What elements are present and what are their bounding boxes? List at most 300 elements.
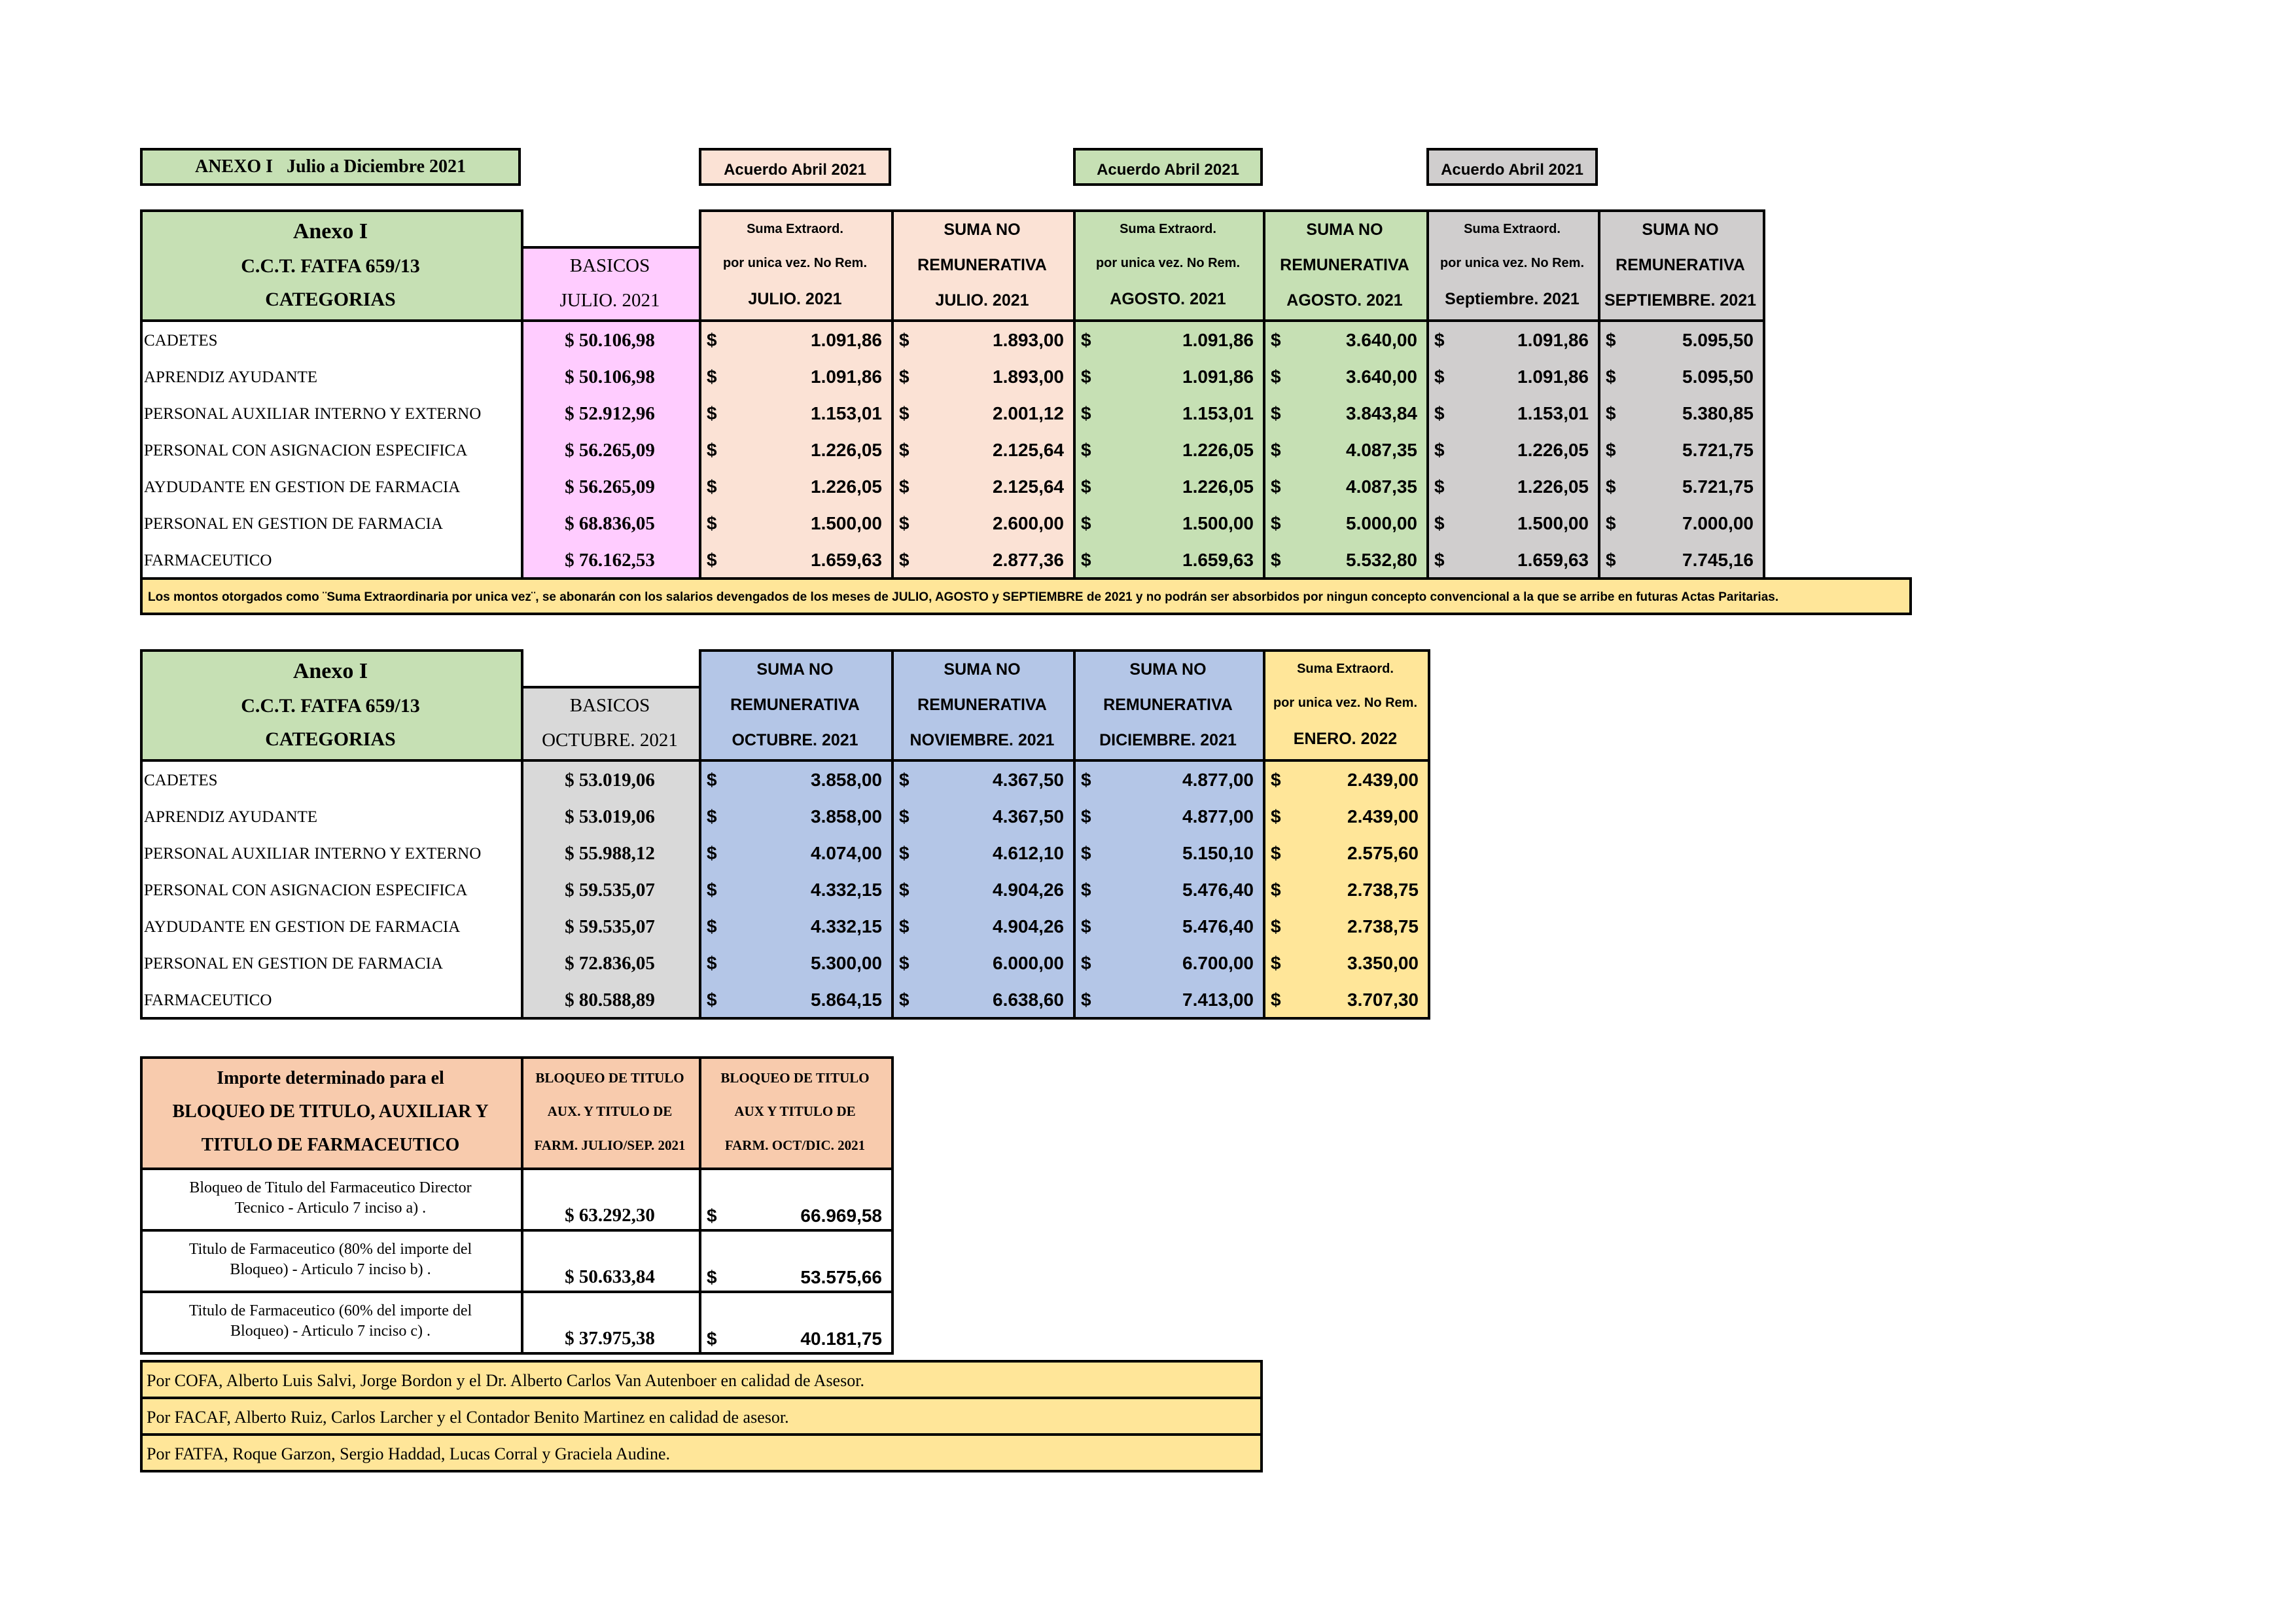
currency-symbol: $ xyxy=(707,916,717,936)
currency-symbol: $ xyxy=(899,880,910,900)
currency-symbol: $ xyxy=(899,916,910,936)
acuerdo-label-3: Acuerdo Abril 2021 xyxy=(1426,148,1598,186)
basic-value: $ 52.912,96 xyxy=(565,402,655,424)
category-label: PERSONAL AUXILIAR INTERNO Y EXTERNO xyxy=(144,405,482,423)
currency-symbol: $ xyxy=(1271,770,1281,790)
amount-cell xyxy=(1263,870,1428,907)
column-header-4 xyxy=(1263,209,1426,321)
currency-symbol: $ xyxy=(1271,330,1281,350)
amount-value: 4.332,15 xyxy=(811,880,882,900)
amount-cell xyxy=(1263,541,1426,577)
column-divider xyxy=(699,209,701,580)
amount-value: 4.904,26 xyxy=(993,916,1064,936)
column-header-line: JULIO. 2021 xyxy=(748,289,842,308)
column-header-2 xyxy=(891,209,1073,321)
bloqueo-amount-oct-dic xyxy=(699,1229,891,1291)
amount-cell xyxy=(699,467,891,504)
basic-cell xyxy=(521,467,699,504)
column-header-line: AGOSTO. 2021 xyxy=(1110,289,1226,308)
row-divider xyxy=(140,1168,894,1170)
amount-cell xyxy=(699,357,891,394)
column-header-3 xyxy=(1073,649,1263,760)
bloqueo-description-line: Titulo de Farmaceutico (80% del importe del xyxy=(188,1240,472,1258)
currency-symbol: $ xyxy=(1081,916,1091,936)
currency-symbol: $ xyxy=(707,843,717,863)
bloqueo-title-line: BLOQUEO DE TITULO, AUXILIAR Y xyxy=(172,1101,489,1122)
currency-symbol: $ xyxy=(1271,953,1281,973)
category-cell xyxy=(140,431,521,467)
basic-value: $ 72.836,05 xyxy=(565,952,655,974)
amount-value: 5.721,75 xyxy=(1682,440,1754,460)
amount-cell xyxy=(1263,357,1426,394)
amount-value: 5.150,10 xyxy=(1182,843,1254,863)
amount-cell xyxy=(1073,431,1263,467)
currency-symbol: $ xyxy=(1606,366,1616,387)
basic-cell xyxy=(521,541,699,577)
amount-cell xyxy=(699,321,891,357)
column-header-line: OCTUBRE. 2021 xyxy=(732,730,858,749)
currency-symbol: $ xyxy=(1271,843,1281,863)
amount-cell xyxy=(1073,980,1263,1017)
currency-symbol: $ xyxy=(707,440,717,460)
bloqueo-description-cell xyxy=(140,1229,521,1291)
basic-value: $ 80.588,89 xyxy=(565,989,655,1010)
amount-cell xyxy=(699,870,891,907)
column-divider xyxy=(140,1056,143,1355)
basic-cell xyxy=(521,321,699,357)
basic-cell xyxy=(521,504,699,541)
amount-cell xyxy=(1073,394,1263,431)
currency-symbol: $ xyxy=(899,513,910,533)
currency-symbol: $ xyxy=(1081,806,1091,827)
category-label: PERSONAL CON ASIGNACION ESPECIFICA xyxy=(144,442,468,459)
bloqueo-value: 66.969,58 xyxy=(800,1205,882,1226)
currency-symbol: $ xyxy=(899,403,910,423)
amount-cell xyxy=(1073,944,1263,980)
bloqueo-column-header-line: FARM. JULIO/SEP. 2021 xyxy=(534,1137,686,1153)
currency-symbol: $ xyxy=(707,330,717,350)
amount-value: 1.091,86 xyxy=(811,366,882,387)
amount-value: 4.087,35 xyxy=(1346,440,1417,460)
basic-value: $ 59.535,07 xyxy=(565,916,655,937)
currency-symbol: $ xyxy=(1081,843,1091,863)
bloqueo-column-header-line: FARM. OCT/DIC. 2021 xyxy=(724,1137,866,1153)
amount-cell xyxy=(1073,834,1263,870)
amount-cell xyxy=(1263,467,1426,504)
column-header-line: REMUNERATIVA xyxy=(917,255,1047,274)
amount-value: 2.575,60 xyxy=(1347,843,1419,863)
currency-symbol: $ xyxy=(707,806,717,827)
amount-cell xyxy=(1598,504,1763,541)
cct-label: C.C.T. FATFA 659/13 xyxy=(241,255,420,277)
column-divider xyxy=(891,1056,894,1355)
bloqueo-amount-jul-sep xyxy=(521,1168,699,1229)
amount-cell xyxy=(1073,321,1263,357)
bloqueo-description-cell xyxy=(140,1168,521,1229)
header-top-border xyxy=(699,209,1765,212)
amount-value: 1.659,63 xyxy=(1517,550,1589,570)
column-header-4 xyxy=(1263,649,1428,760)
amount-value: 3.707,30 xyxy=(1347,990,1419,1010)
amount-cell xyxy=(1263,321,1426,357)
currency-symbol: $ xyxy=(1081,330,1091,350)
amount-cell xyxy=(1598,394,1763,431)
basic-value: $ 50.106,98 xyxy=(565,366,655,387)
cct-label: C.C.T. FATFA 659/13 xyxy=(241,694,420,717)
currency-symbol: $ xyxy=(1271,440,1281,460)
currency-symbol: $ xyxy=(1081,953,1091,973)
currency-symbol: $ xyxy=(1606,440,1616,460)
amount-value: 1.091,86 xyxy=(1182,366,1254,387)
amount-cell xyxy=(891,944,1073,980)
amount-value: 5.476,40 xyxy=(1182,880,1254,900)
amount-value: 5.380,85 xyxy=(1682,403,1754,423)
basic-cell xyxy=(521,431,699,467)
amount-value: 4.367,50 xyxy=(993,806,1064,827)
anexo-title-box xyxy=(140,148,521,186)
column-divider xyxy=(1598,209,1600,580)
currency-symbol: $ xyxy=(707,1267,717,1287)
amount-value: 1.500,00 xyxy=(1182,513,1254,533)
amount-value: 6.000,00 xyxy=(993,953,1064,973)
column-header-5 xyxy=(1426,209,1598,321)
amount-value: 5.095,50 xyxy=(1682,366,1754,387)
amount-value: 1.091,86 xyxy=(1517,366,1589,387)
amount-value: 1.893,00 xyxy=(993,330,1064,350)
bloqueo-column-header-2 xyxy=(699,1056,891,1168)
column-divider xyxy=(1073,649,1076,1020)
acuerdo-label-1: Acuerdo Abril 2021 xyxy=(699,148,891,186)
column-header-line: SUMA NO xyxy=(756,660,834,679)
category-cell xyxy=(140,760,521,797)
basic-value: $ 59.535,07 xyxy=(565,879,655,901)
currency-symbol: $ xyxy=(1434,550,1445,570)
column-header-6 xyxy=(1598,209,1763,321)
header-top-border xyxy=(699,649,1430,652)
column-divider xyxy=(891,209,894,580)
currency-symbol: $ xyxy=(1271,806,1281,827)
basic-value: $ 55.988,12 xyxy=(565,842,655,864)
currency-symbol: $ xyxy=(899,330,910,350)
category-cell xyxy=(140,467,521,504)
basic-cell xyxy=(521,907,699,944)
amount-cell xyxy=(1073,760,1263,797)
category-cell xyxy=(140,980,521,1017)
amount-value: 6.700,00 xyxy=(1182,953,1254,973)
amount-cell xyxy=(1426,321,1598,357)
amount-cell xyxy=(891,980,1073,1017)
category-label: CADETES xyxy=(144,332,218,349)
amount-cell xyxy=(699,907,891,944)
currency-symbol: $ xyxy=(1271,513,1281,533)
currency-symbol: $ xyxy=(707,770,717,790)
category-label: PERSONAL EN GESTION DE FARMACIA xyxy=(144,515,443,533)
category-cell xyxy=(140,834,521,870)
basic-value: $ 53.019,06 xyxy=(565,769,655,791)
bloqueo-value: $ 63.292,30 xyxy=(565,1205,655,1226)
bloqueo-amount-oct-dic xyxy=(699,1168,891,1229)
category-cell xyxy=(140,541,521,577)
basic-cell xyxy=(521,944,699,980)
amount-cell xyxy=(1073,541,1263,577)
category-label: AYDUDANTE EN GESTION DE FARMACIA xyxy=(144,918,461,936)
amount-cell xyxy=(1426,431,1598,467)
table-title: Anexo I xyxy=(292,658,368,683)
column-header-line: SUMA NO xyxy=(1642,220,1719,239)
table-left-border xyxy=(140,209,143,580)
category-label: APRENDIZ AYUDANTE xyxy=(144,808,318,826)
bloqueo-title-block xyxy=(140,1056,521,1168)
column-divider xyxy=(699,649,701,1020)
amount-value: 1.893,00 xyxy=(993,366,1064,387)
bloqueo-column-header-1 xyxy=(521,1056,699,1168)
amount-value: 2.125,64 xyxy=(993,476,1064,497)
amount-value: 2.439,00 xyxy=(1347,806,1419,827)
currency-symbol: $ xyxy=(1081,366,1091,387)
currency-symbol: $ xyxy=(1434,366,1445,387)
category-label: APRENDIZ AYUDANTE xyxy=(144,368,318,386)
amount-value: 1.659,63 xyxy=(811,550,882,570)
currency-symbol: $ xyxy=(1271,916,1281,936)
currency-symbol: $ xyxy=(899,366,910,387)
note-text: Los montos otorgados como ¨Suma Extraordinaria por unica vez¨, se abonarán con los salarios devengados de los meses de JULIO, AGOSTO y SEPTIEMBRE de 2021 y no podrán ser absorbidos por ningun concepto convencional a la que se arribe en futuras Actas Paritarias. xyxy=(148,590,1779,604)
column-divider xyxy=(1263,649,1265,1020)
header-bottom-border xyxy=(140,759,1430,762)
category-cell xyxy=(140,357,521,394)
currency-symbol: $ xyxy=(1081,990,1091,1010)
amount-value: 1.091,86 xyxy=(811,330,882,350)
currency-symbol: $ xyxy=(1606,330,1616,350)
currency-symbol: $ xyxy=(707,880,717,900)
column-divider xyxy=(521,649,523,1020)
category-label: FARMACEUTICO xyxy=(144,552,272,569)
column-header-line: por unica vez. No Rem. xyxy=(1273,696,1418,711)
acuerdo-label-2: Acuerdo Abril 2021 xyxy=(1073,148,1263,186)
amount-cell xyxy=(699,504,891,541)
currency-symbol: $ xyxy=(899,550,910,570)
categorias-label: CATEGORIAS xyxy=(265,728,396,751)
amount-cell xyxy=(891,321,1073,357)
basic-cell xyxy=(521,394,699,431)
currency-symbol: $ xyxy=(899,806,910,827)
amount-value: 1.226,05 xyxy=(1182,476,1254,497)
column-header-line: Suma Extraord. xyxy=(1464,222,1561,237)
amount-cell xyxy=(699,834,891,870)
column-header-1 xyxy=(699,649,891,760)
anexo-title: ANEXO I Julio a Diciembre 2021 xyxy=(194,156,467,177)
currency-symbol: $ xyxy=(1081,476,1091,497)
column-header-line: OCTUBRE. 2021 xyxy=(542,730,678,751)
amount-value: 5.000,00 xyxy=(1346,513,1417,533)
amount-value: 3.640,00 xyxy=(1346,330,1417,350)
currency-symbol: $ xyxy=(1271,880,1281,900)
title-top-border xyxy=(140,649,523,652)
amount-value: 6.638,60 xyxy=(993,990,1064,1010)
column-divider xyxy=(521,1056,523,1355)
basic-cell xyxy=(521,834,699,870)
amount-value: 1.153,01 xyxy=(811,403,882,423)
amount-value: 7.000,00 xyxy=(1682,513,1754,533)
amount-value: 3.858,00 xyxy=(811,770,882,790)
amount-cell xyxy=(891,907,1073,944)
category-cell xyxy=(140,504,521,541)
amount-cell xyxy=(1263,760,1428,797)
column-header-1 xyxy=(699,209,891,321)
currency-symbol: $ xyxy=(1434,440,1445,460)
amount-value: 4.332,15 xyxy=(811,916,882,936)
currency-symbol: $ xyxy=(1271,476,1281,497)
amount-value: 7.413,00 xyxy=(1182,990,1254,1010)
currency-symbol: $ xyxy=(707,513,717,533)
bloqueo-value: 53.575,66 xyxy=(800,1267,882,1287)
bloqueo-description-line: Titulo de Farmaceutico (60% del importe del xyxy=(188,1302,472,1319)
basic-value: $ 50.106,98 xyxy=(565,329,655,351)
amount-cell xyxy=(1426,394,1598,431)
currency-symbol: $ xyxy=(899,476,910,497)
amount-value: 5.095,50 xyxy=(1682,330,1754,350)
amount-value: 1.500,00 xyxy=(811,513,882,533)
amount-value: 3.640,00 xyxy=(1346,366,1417,387)
table-left-border xyxy=(140,649,143,1020)
basic-cell xyxy=(521,760,699,797)
amount-value: 4.074,00 xyxy=(811,843,882,863)
amount-value: 5.721,75 xyxy=(1682,476,1754,497)
amount-value: 3.350,00 xyxy=(1347,953,1419,973)
column-divider xyxy=(1263,209,1265,580)
column-header-line: REMUNERATIVA xyxy=(1616,255,1745,274)
column-header-line: NOVIEMBRE. 2021 xyxy=(910,730,1055,749)
column-header-3 xyxy=(1073,209,1263,321)
column-divider xyxy=(1073,209,1076,580)
basic-value: $ 56.265,09 xyxy=(565,476,655,497)
column-header-line: BASICOS xyxy=(569,255,650,276)
bloqueo-amount-jul-sep xyxy=(521,1291,699,1352)
category-label: AYDUDANTE EN GESTION DE FARMACIA xyxy=(144,478,461,496)
amount-cell xyxy=(1073,467,1263,504)
amount-cell xyxy=(1263,834,1428,870)
currency-symbol: $ xyxy=(1081,880,1091,900)
amount-value: 1.226,05 xyxy=(1517,476,1589,497)
signatory-line xyxy=(140,1433,1263,1472)
table-title-block xyxy=(140,649,521,760)
amount-value: 1.091,86 xyxy=(1182,330,1254,350)
amount-cell xyxy=(891,870,1073,907)
currency-symbol: $ xyxy=(1606,476,1616,497)
amount-cell xyxy=(699,944,891,980)
currency-symbol: $ xyxy=(707,990,717,1010)
amount-value: 2.001,12 xyxy=(993,403,1064,423)
category-cell xyxy=(140,797,521,834)
category-label: PERSONAL AUXILIAR INTERNO Y EXTERNO xyxy=(144,845,482,863)
column-header-line: JULIO. 2021 xyxy=(559,290,660,311)
amount-cell xyxy=(1073,870,1263,907)
amount-value: 3.843,84 xyxy=(1346,403,1417,423)
column-header-line: ENERO. 2022 xyxy=(1293,729,1398,748)
bloqueo-description-line: Bloqueo de Titulo del Farmaceutico Director xyxy=(189,1179,472,1196)
column-header-line: por unica vez. No Rem. xyxy=(1439,256,1585,271)
amount-value: 3.858,00 xyxy=(811,806,882,827)
bloqueo-column-header-line: AUX. Y TITULO DE xyxy=(547,1103,673,1120)
amount-value: 1.226,05 xyxy=(811,476,882,497)
table-title: Anexo I xyxy=(292,219,368,243)
bloqueo-top-border xyxy=(140,1056,894,1059)
basic-header-top-border xyxy=(521,246,699,249)
currency-symbol: $ xyxy=(1606,403,1616,423)
amount-cell xyxy=(699,394,891,431)
amount-cell xyxy=(1263,907,1428,944)
basic-value: $ 68.836,05 xyxy=(565,512,655,534)
amount-cell xyxy=(1263,797,1428,834)
amount-value: 4.367,50 xyxy=(993,770,1064,790)
amount-value: 5.300,00 xyxy=(811,953,882,973)
column-header-line: SUMA NO xyxy=(944,220,1021,239)
signatory-line xyxy=(140,1360,1263,1399)
amount-cell xyxy=(891,760,1073,797)
amount-cell xyxy=(1073,504,1263,541)
header-bottom-border xyxy=(140,319,1765,322)
currency-symbol: $ xyxy=(1271,990,1281,1010)
row-divider xyxy=(140,1229,894,1232)
column-header-line: SUMA NO xyxy=(1306,220,1383,239)
column-header-line: Septiembre. 2021 xyxy=(1445,289,1580,308)
currency-symbol: $ xyxy=(1271,403,1281,423)
amount-cell xyxy=(891,504,1073,541)
bloqueo-bottom-border xyxy=(140,1352,894,1355)
amount-cell xyxy=(891,431,1073,467)
amount-cell xyxy=(699,760,891,797)
amount-value: 1.659,63 xyxy=(1182,550,1254,570)
basic-cell xyxy=(521,797,699,834)
amount-cell xyxy=(699,541,891,577)
category-label: FARMACEUTICO xyxy=(144,991,272,1009)
column-header-line: REMUNERATIVA xyxy=(730,695,860,714)
currency-symbol: $ xyxy=(1271,366,1281,387)
column-header-2 xyxy=(891,649,1073,760)
amount-value: 1.226,05 xyxy=(811,440,882,460)
amount-cell xyxy=(1426,357,1598,394)
column-header-line: por unica vez. No Rem. xyxy=(722,256,868,271)
currency-symbol: $ xyxy=(1081,550,1091,570)
amount-value: 5.864,15 xyxy=(811,990,882,1010)
title-top-border xyxy=(140,209,523,212)
currency-symbol: $ xyxy=(1081,403,1091,423)
category-cell xyxy=(140,870,521,907)
amount-value: 7.745,16 xyxy=(1682,550,1754,570)
amount-value: 4.877,00 xyxy=(1182,770,1254,790)
table-title-block xyxy=(140,209,521,321)
currency-symbol: $ xyxy=(1434,403,1445,423)
category-cell xyxy=(140,944,521,980)
signatory-line xyxy=(140,1397,1263,1436)
basic-header-top-border xyxy=(521,686,699,688)
amount-cell xyxy=(1073,797,1263,834)
basic-cell xyxy=(521,357,699,394)
column-header-line: SUMA NO xyxy=(1129,660,1207,679)
currency-symbol: $ xyxy=(707,953,717,973)
column-header-line: REMUNERATIVA xyxy=(1280,255,1409,274)
currency-symbol: $ xyxy=(707,403,717,423)
currency-symbol: $ xyxy=(707,1205,717,1226)
currency-symbol: $ xyxy=(1081,440,1091,460)
amount-value: 4.612,10 xyxy=(993,843,1064,863)
amount-value: 2.877,36 xyxy=(993,550,1064,570)
bloqueo-description-line: Bloqueo) - Articulo 7 inciso c) . xyxy=(230,1323,431,1340)
amount-value: 1.153,01 xyxy=(1182,403,1254,423)
bloqueo-value: $ 37.975,38 xyxy=(565,1328,655,1349)
bloqueo-amount-oct-dic xyxy=(699,1291,891,1352)
amount-value: 4.904,26 xyxy=(993,880,1064,900)
amount-value: 1.500,00 xyxy=(1517,513,1589,533)
